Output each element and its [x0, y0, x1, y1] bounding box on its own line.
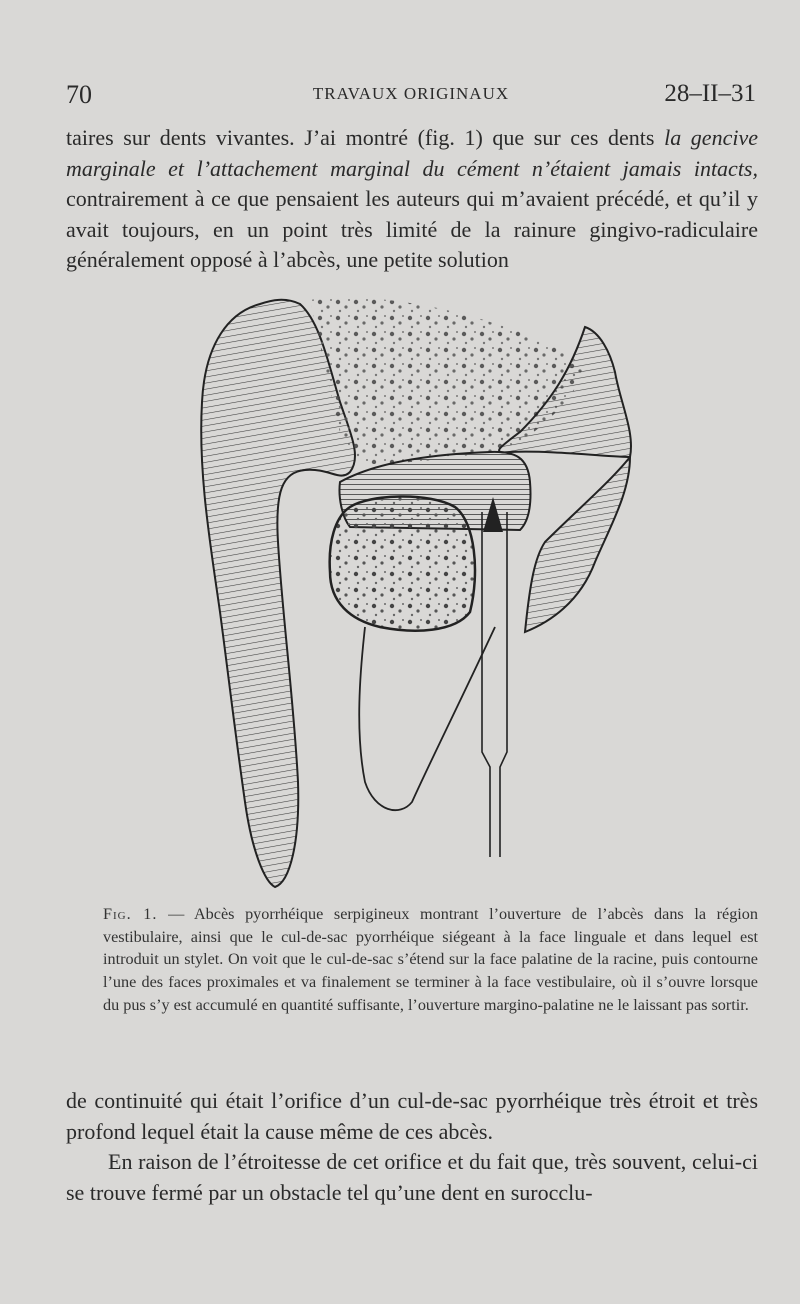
paragraph-2: de continuité qui était l’orifice d’un cul-de-sac pyorrhéique très étroit et très profond lequel était la cause même de ces abcès.	[66, 1088, 758, 1144]
stylet-shape	[482, 512, 507, 857]
paragraph-1-emphasis: la gencive marginale et l’attachement marginal du cément n’étaient jamais intacts,	[66, 125, 758, 181]
paragraph-1-text	[66, 123, 758, 276]
paragraph-1-part-2: contrairement à ce que pensaient les auteurs qui m’avaient précédé, et qu’il y avait toujours, en un point très limité de la rainure gingivo-radiculaire généralement opposé à l’abcès, une petite solution	[66, 186, 758, 272]
figure-1-caption	[103, 903, 758, 1017]
tooth-root-outline	[359, 627, 495, 810]
paragraph-2-block	[66, 1086, 758, 1208]
lingual-gum-lower-shape	[525, 457, 630, 632]
page-header	[66, 80, 756, 110]
tooth-abscess-drawing	[190, 282, 640, 894]
running-title: TRAVAUX ORIGINAUX	[312, 84, 510, 103]
paragraph-1-part-1: taires sur dents vivantes. J’ai montré (fig. 1) que sur ces dents	[66, 125, 665, 150]
caption-label: Fig. 1.	[103, 905, 158, 923]
header-date: 28–II–31	[664, 80, 756, 107]
abscess-cavity-shape	[330, 496, 475, 630]
caption-text: — Abcès pyorrhéique serpigineux montrant l’ouverture de l’abcès dans la région vestibulaire, ainsi que le cul-de-sac pyorrhéique siégeant à la face linguale et dans lequel est introduit un stylet. On voit que le cul-de-sac s’étend sur la face palatine de la racine, puis contourne l’une des faces proximales et va finalement se terminer à la face vestibulaire, où il s’ouvre lorsque du pus s’y est accumulé en quantité suffisante, l’ouverture margino-palatine ne le laissant pas sortir.	[103, 905, 758, 1014]
paragraph-1	[66, 123, 758, 276]
page-number: 70	[66, 80, 92, 109]
paragraph-3: En raison de l’étroitesse de cet orifice et du fait que, très souvent, celui-ci se trouve fermé par un obstacle tel qu’une dent en surocclu-	[66, 1149, 758, 1205]
figure-1-illustration	[190, 282, 640, 894]
